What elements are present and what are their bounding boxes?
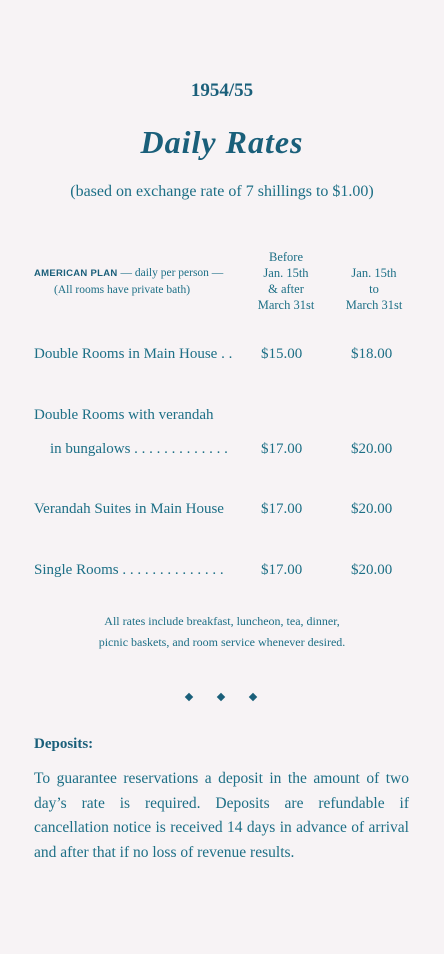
- rate-label-single-rooms: Single Rooms . . . . . . . . . . . . . .: [34, 562, 224, 578]
- page-title: Daily Rates: [140, 124, 304, 160]
- rate-label-double-main: Double Rooms in Main House . .: [34, 346, 233, 362]
- column-header-off-season: [248, 249, 324, 313]
- column-header-peak-season: [336, 265, 412, 313]
- column-header-line: to: [369, 282, 379, 296]
- rate-price-peak-season: $20.00: [351, 441, 393, 457]
- rate-label-bungalows: in bungalows . . . . . . . . . . . . .: [50, 441, 228, 457]
- deposits-text: To guarantee reservations a deposit in the amount of two day’s rate is required. Deposits are refundable if cancellation notice is received 14 days in advance of arrival and after that if no loss of revenue results.: [34, 770, 409, 861]
- rate-price-peak-season: $20.00: [351, 562, 393, 578]
- inclusions-line: All rates include breakfast, luncheon, tea, dinner,: [104, 614, 340, 628]
- section-divider: [186, 694, 256, 700]
- column-header-line: Jan. 15th: [263, 266, 309, 280]
- column-header-line: March 31st: [257, 298, 315, 312]
- column-header-line: & after: [268, 282, 304, 296]
- inclusions-note: [0, 611, 444, 653]
- season-heading: 1954/55: [190, 80, 254, 101]
- inclusions-line: picnic baskets, and room service whenever desired.: [98, 635, 346, 649]
- rate-price-off-season: $17.00: [261, 501, 303, 517]
- plan-bath-note: (All rooms have private bath): [54, 284, 191, 296]
- column-header-line: March 31st: [345, 298, 403, 312]
- diamond-ornament-icon: [249, 693, 257, 701]
- rate-label-double-verandah: Double Rooms with verandah: [34, 407, 214, 423]
- plan-per-person: — daily per person —: [120, 267, 224, 279]
- rate-price-off-season: $17.00: [261, 441, 303, 457]
- rate-price-off-season: $15.00: [261, 346, 303, 362]
- exchange-rate-note: (based on exchange rate of 7 shillings to $1.00): [70, 183, 374, 200]
- diamond-ornament-icon: [185, 693, 193, 701]
- diamond-ornament-icon: [217, 693, 225, 701]
- rate-price-peak-season: $18.00: [351, 346, 393, 362]
- deposits-heading: Deposits:: [34, 736, 94, 752]
- rate-label-verandah-suites: Verandah Suites in Main House: [34, 501, 224, 517]
- rate-price-off-season: $17.00: [261, 562, 303, 578]
- column-header-line: Before: [268, 250, 303, 264]
- plan-name: AMERICAN PLAN: [34, 268, 118, 279]
- column-header-line: Jan. 15th: [351, 266, 397, 280]
- rate-price-peak-season: $20.00: [351, 501, 393, 517]
- plan-description: [34, 265, 274, 298]
